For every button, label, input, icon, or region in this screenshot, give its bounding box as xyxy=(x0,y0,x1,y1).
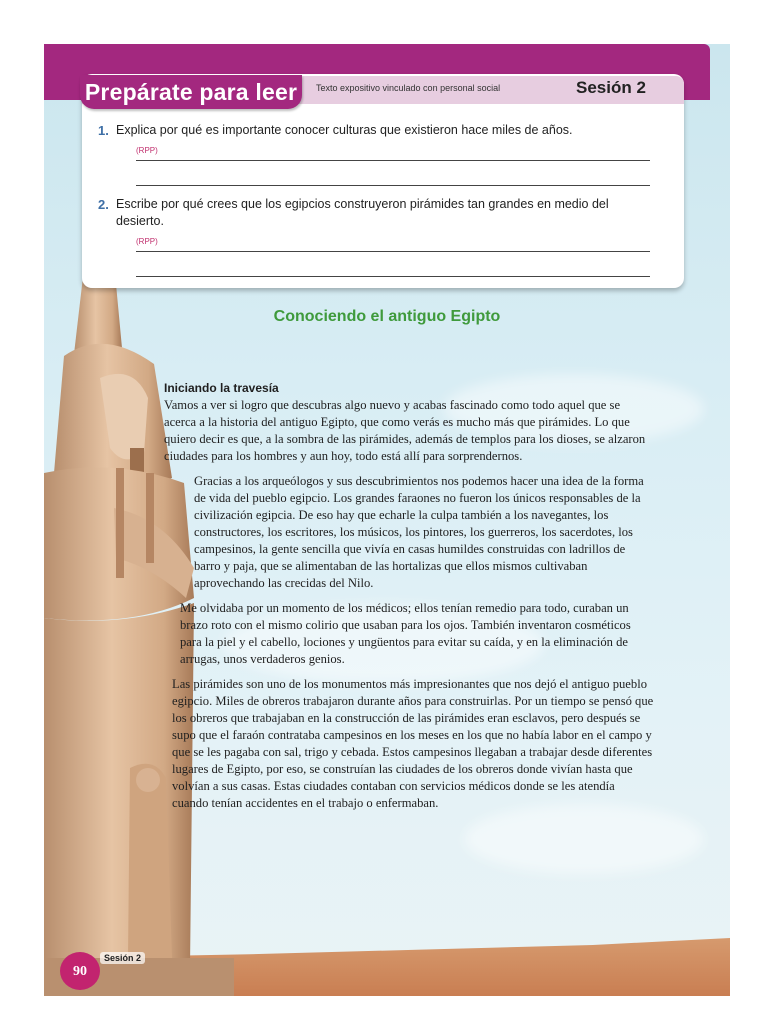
answer-line[interactable] xyxy=(136,160,650,161)
answer-line[interactable] xyxy=(136,185,650,186)
paragraph: Me olvidaba por un momento de los médicos; ellos tenían remedio para todo, curaban un brazo roto con el mismo colirio que usaban para los ojos. También inventaron cosméticos para la piel y el cabello, lociones y ungüentos para evitar su caída, y en la eliminación de arrugas, unos verdaderos genios. xyxy=(180,601,631,666)
question-1 xyxy=(98,122,656,139)
answer-line[interactable] xyxy=(136,276,650,277)
question-text: Explica por qué es importante conocer culturas que existieron hace miles de años. xyxy=(116,123,573,137)
question-2 xyxy=(98,196,656,230)
section-tab-title: Prepárate para leer xyxy=(80,75,302,109)
footer-session-label: Sesión 2 xyxy=(100,952,145,964)
question-number: 2. xyxy=(98,197,109,212)
paragraph: Gracias a los arqueólogos y sus descubrimientos nos podemos hacer una idea de la forma de vida del pueblo egipcio. Los grandes faraones no fueron los únicos responsables de la civilización egipcia. De eso hay que echarle la culpa también a los navegantes, los constructores, los escritores, los músicos, los pintores, los guerreros, los sacerdotes, los campesinos, la gente sencilla que vivía en casas humildes construidas con ladrillos de barro y paja, que se alimentaban de las hortalizas que ellos mismos cultivaban aprovechando las crecidas del Nilo. xyxy=(194,474,644,590)
section-heading: Iniciando la travesía xyxy=(164,381,279,395)
paragraph: Vamos a ver si logro que descubras algo nuevo y acabas fascinado como todo aquel que se acerca a la historia del antiguo Egipto, que como verás es mucho más que pirámides. Lo que quiero decir es que, a la sombra de las pirámides, además de templos para los dioses, se alzaron ciudades para los hombres y aun hoy, todo está allí para sorprendernos. xyxy=(164,398,646,463)
text-type-subtitle: Texto expositivo vinculado con personal social xyxy=(316,83,501,93)
rpp-tag: (RPP) xyxy=(136,237,158,246)
page-number: 90 xyxy=(60,952,100,990)
rpp-tag: (RPP) xyxy=(136,146,158,155)
article-body xyxy=(164,380,654,820)
paragraph: Las pirámides son uno de los monumentos más impresionantes que nos dejó el antiguo pueblo egipcio. Miles de obreros trabajaron durante años para construirlas. Por un tiempo se pensó que los obreros que trabajaban en la construcción de las pirámides eran esclavos, pero después se supo que el faraón contrataba campesinos en los meses en los que no había labor en el campo y que se les pagaba con sal, trigo y cebada. Estos campesinos llegaban a trabajar desde diferentes lugares de Egipto, por eso, se construían las ciudades de los obreros donde vivían hasta que volvían a sus casas. Estas ciudades contaban con servicios médicos donde se les atendía cuando tenían accidentes en el trabajo o enfermaban. xyxy=(172,677,654,810)
answer-line[interactable] xyxy=(136,251,650,252)
article-title: Conociendo el antiguo Egipto xyxy=(273,308,501,325)
question-text: Escribe por qué crees que los egipcios construyeron pirámides tan grandes en medio del desierto. xyxy=(116,197,609,228)
textbook-page xyxy=(44,44,730,996)
question-number: 1. xyxy=(98,123,109,138)
session-label: Sesión 2 xyxy=(576,78,646,97)
